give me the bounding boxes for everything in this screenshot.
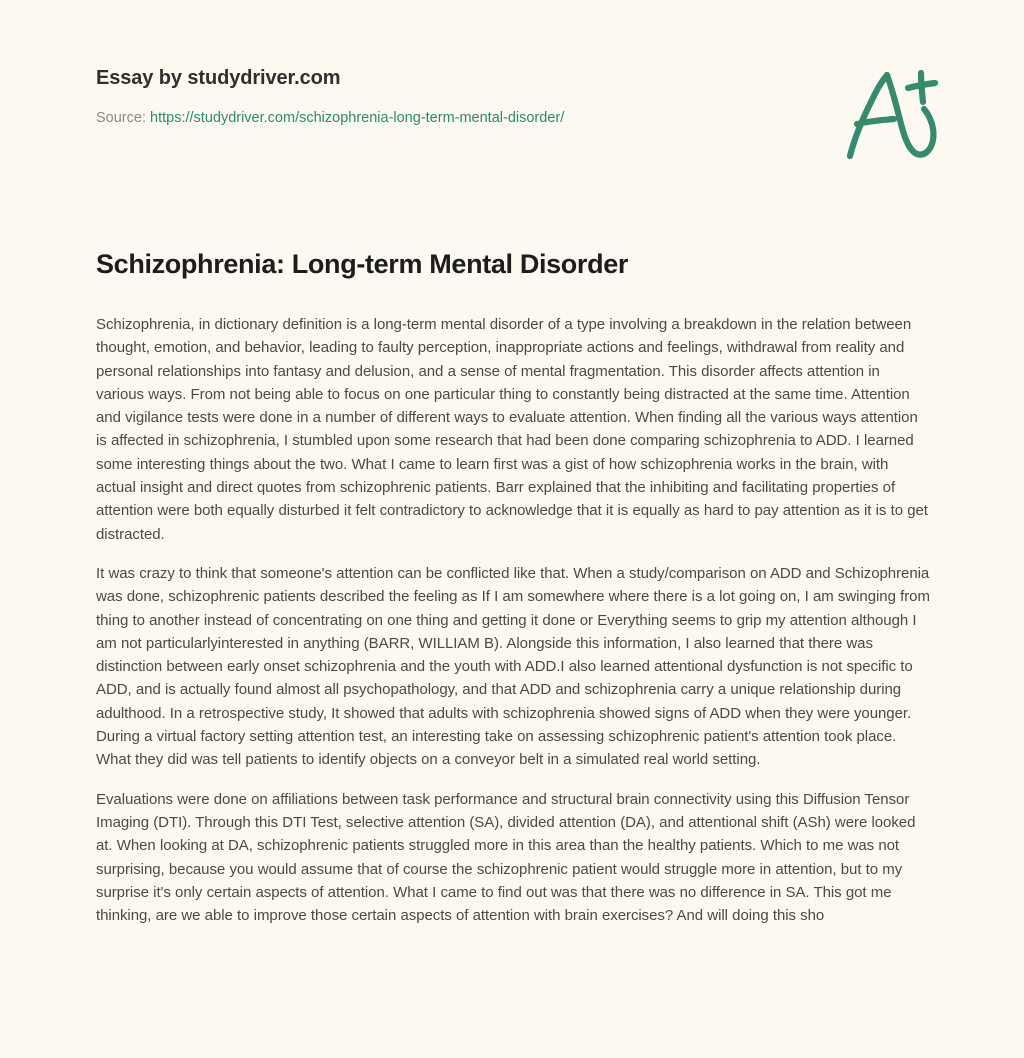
- header-text-block: [96, 64, 796, 128]
- document-header: [0, 0, 1024, 180]
- body-paragraph: Schizophrenia, in dictionary definition is a long-term mental disorder of a type involving a breakdown in the relation between thought, emotion, and behavior, leading to faulty perception, inappropriate actions and feelings, withdrawal from reality and personal relationships into fantasy and delusion, and a sense of mental fragmentation. This disorder affects attention in various ways. From not being able to focus on one particular thing to constantly being distracted at the same time. Attention and vigilance tests were done in a number of different ways to evaluate attention. When finding all the various ways attention is affected in schizophrenia, I stumbled upon some research that had been done comparing schizophrenia to ADD. I learned some interesting things about the two. What I came to learn first was a gist of how schizophrenia works in the brain, with actual insight and direct quotes from schizophrenic patients. Barr explained that the inhibiting and facilitating properties of attention were both equally disturbed it felt contradictory to acknowledge that it is equally as hard to pay attention as it is to get distracted.: [96, 316, 928, 543]
- article-body: [96, 313, 932, 1058]
- body-paragraph: Evaluations were done on affiliations between task performance and structural brain connectivity using this Diffusion Tensor Imaging (DTI). Through this DTI Test, selective attention (SA), divided attention (DA), and attentional shift (ASh) were looked at. When looking at DA, schizophrenic patients struggled more in this area than the healthy patients. Which to me was not surprising, because you would assume that of course the schizophrenic patient would struggle more in attention, but to my surprise it's only certain aspects of attention. What I came to find out was that there was no difference in SA. This got me thinking, are we able to improve those certain aspects of attention with brain exercises? And will doing this sho: [96, 790, 916, 925]
- source-url-link[interactable]: https://studydriver.com/schizophrenia-long-term-mental-disorder/: [150, 110, 565, 126]
- studydriver-a-plus-logo-icon: [838, 62, 948, 162]
- page-title: Schizophrenia: Long-term Mental Disorder: [96, 249, 629, 279]
- source-label: Source:: [96, 110, 146, 126]
- a-plus-logo-glyph: [838, 62, 948, 162]
- source-line: [96, 108, 796, 128]
- brand-byline: Essay by studydriver.com: [96, 67, 341, 89]
- body-paragraph: It was crazy to think that someone's attention can be conflicted like that. When a study/comparison on ADD and Schizophrenia was done, schizophrenic patients described the feeling as If I am somewhere where there is a lot going on, I am swinging from thing to another instead of concentrating on one thing and getting it done or Everything seems to grip my attention although I am not particularlyinterested in anything (BARR, WILLIAM B). Alongside this information, I also learned that there was distinction between early onset schizophrenia and the youth with ADD.I also learned attentional dysfunction is not specific to ADD, and is actually found almost all psychopathology, and that ADD and schizophrenia carry a unique relationship during adulthood. In a retrospective study, It showed that adults with schizophrenia showed signs of ADD when they were younger. During a virtual factory setting attention test, an interesting take on assessing schizophrenic patient's attention took place. What they did was tell patients to identify objects on a conveyor belt in a simulated real world setting.: [96, 564, 930, 769]
